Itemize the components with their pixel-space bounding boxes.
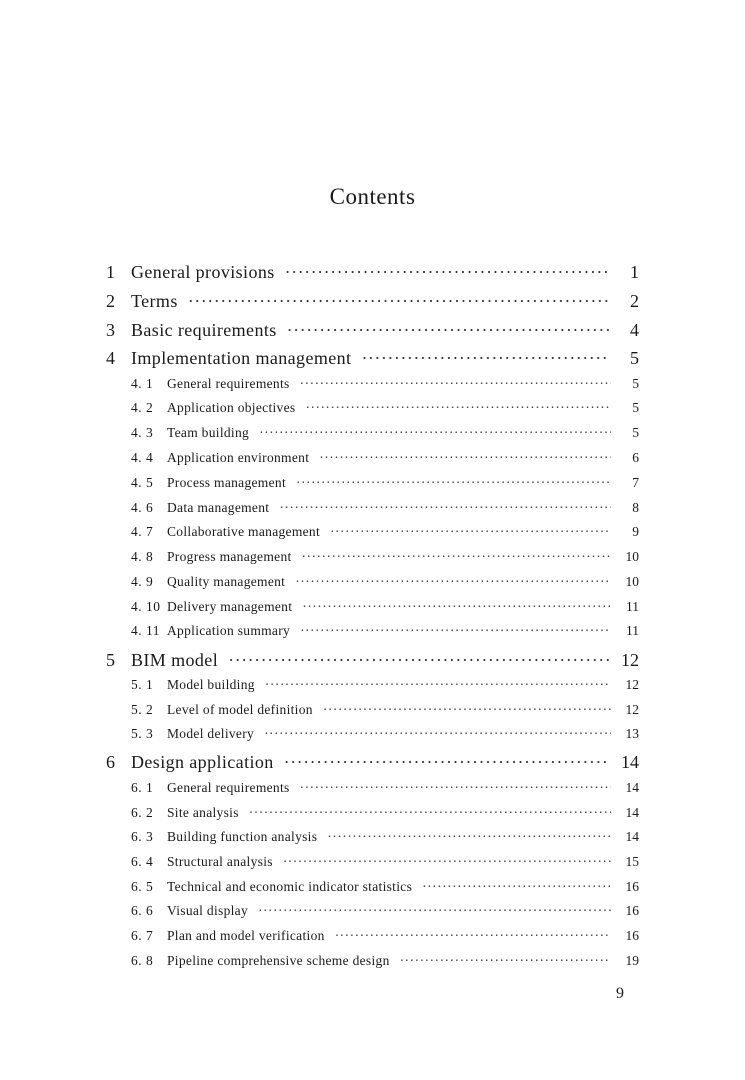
toc-section-entry <box>131 879 639 899</box>
entry-number: 5 <box>106 650 115 670</box>
entry-title: Team building <box>167 425 250 440</box>
entry-page-number: 2 <box>630 291 639 311</box>
entry-page-number: 19 <box>625 953 639 968</box>
entry-title: Level of model definition <box>167 702 313 717</box>
entry-page-number: 10 <box>625 549 639 564</box>
entry-number: 4. 6 <box>131 500 154 515</box>
dot-leader <box>188 291 609 312</box>
entry-number: 6. 7 <box>131 928 154 943</box>
dot-leader <box>319 450 611 466</box>
entry-page-number: 14 <box>625 780 639 795</box>
entry-number: 4. 5 <box>131 475 154 490</box>
entry-title: Process management <box>167 475 286 490</box>
entry-number: 4. 9 <box>131 574 154 589</box>
dot-leader <box>228 650 609 671</box>
entry-title: Application environment <box>167 450 310 465</box>
entry-number: 6. 5 <box>131 879 154 894</box>
entry-title: Model building <box>167 677 255 692</box>
dot-leader <box>422 879 611 895</box>
entry-page-number: 5 <box>632 376 639 391</box>
entry-title: BIM model <box>131 650 219 670</box>
entry-number: 4. 7 <box>131 524 154 539</box>
dot-leader <box>287 320 609 341</box>
entry-page-number: 14 <box>621 752 639 772</box>
entry-number: 4. 1 <box>131 376 154 391</box>
entry-title: Data management <box>167 500 270 515</box>
dot-leader <box>258 903 611 919</box>
entry-title: General requirements <box>167 376 290 391</box>
toc-section-entry <box>131 450 639 470</box>
entry-number: 4. 10 <box>131 599 161 614</box>
entry-page-number: 6 <box>632 450 639 465</box>
entry-number: 5. 1 <box>131 677 154 692</box>
dot-leader <box>265 677 611 693</box>
entry-page-number: 16 <box>625 928 639 943</box>
toc-chapter-entry <box>106 650 639 674</box>
dot-leader <box>300 780 611 796</box>
entry-title: Structural analysis <box>167 854 273 869</box>
toc-section-entry <box>131 953 639 973</box>
entry-number: 4. 11 <box>131 623 160 638</box>
toc-chapter-entry <box>106 262 639 286</box>
toc-section-entry <box>131 549 639 569</box>
dot-leader <box>285 262 609 283</box>
toc-chapter-entry <box>106 320 639 344</box>
dot-leader <box>302 549 611 565</box>
entry-number: 6. 3 <box>131 829 154 844</box>
entry-title: Implementation management <box>131 348 352 368</box>
dot-leader <box>361 348 609 369</box>
entry-number: 4. 2 <box>131 400 154 415</box>
toc-section-entry <box>131 376 639 396</box>
entry-number: 6. 1 <box>131 780 154 795</box>
dot-leader <box>295 574 611 590</box>
entry-title: Application summary <box>167 623 291 638</box>
dot-leader <box>300 376 611 392</box>
dot-leader <box>279 500 611 516</box>
entry-title: Basic requirements <box>131 320 277 340</box>
toc-section-entry <box>131 829 639 849</box>
page-title: Contents <box>329 184 416 209</box>
entry-page-number: 14 <box>625 805 639 820</box>
toc-section-entry <box>131 475 639 495</box>
page-number: 9 <box>616 985 624 1002</box>
entry-page-number: 12 <box>625 702 639 717</box>
entry-title: Technical and economic indicator statistics <box>167 879 413 894</box>
entry-number: 4. 4 <box>131 450 154 465</box>
entry-page-number: 13 <box>625 726 639 741</box>
entry-page-number: 11 <box>626 623 639 638</box>
toc-section-entry <box>131 726 639 746</box>
toc-section-entry <box>131 574 639 594</box>
entry-title: Design application <box>131 752 274 772</box>
entry-title: Site analysis <box>167 805 239 820</box>
entry-title: Collaborative management <box>167 524 321 539</box>
entry-page-number: 4 <box>630 320 639 340</box>
toc-section-entry <box>131 400 639 420</box>
entry-page-number: 11 <box>626 599 639 614</box>
entry-number: 3 <box>106 320 115 340</box>
dot-leader <box>264 726 611 742</box>
toc-section-entry <box>131 524 639 544</box>
entry-page-number: 8 <box>632 500 639 515</box>
entry-number: 6 <box>106 752 115 772</box>
toc-section-entry <box>131 599 639 619</box>
toc-section-entry <box>131 854 639 874</box>
entry-number: 5. 2 <box>131 702 154 717</box>
toc-chapter-entry <box>106 752 639 776</box>
entry-number: 5. 3 <box>131 726 154 741</box>
entry-page-number: 5 <box>632 400 639 415</box>
entry-title: Plan and model verification <box>167 928 325 943</box>
toc-section-entry <box>131 677 639 697</box>
dot-leader <box>259 425 611 441</box>
entry-page-number: 15 <box>625 854 639 869</box>
toc-section-entry <box>131 780 639 800</box>
dot-leader <box>327 829 611 845</box>
toc-section-entry <box>131 928 639 948</box>
toc-section-entry <box>131 425 639 445</box>
dot-leader <box>305 400 611 416</box>
entry-page-number: 5 <box>630 348 639 368</box>
entry-title: Visual display <box>167 903 249 918</box>
entry-page-number: 16 <box>625 879 639 894</box>
entry-number: 4 <box>106 348 115 368</box>
dot-leader <box>300 623 611 639</box>
entry-number: 6. 4 <box>131 854 154 869</box>
dot-leader <box>302 599 611 615</box>
dot-leader <box>284 752 609 773</box>
entry-title: Application objectives <box>167 400 296 415</box>
toc-section-entry <box>131 805 639 825</box>
entry-title: Pipeline comprehensive scheme design <box>167 953 390 968</box>
dot-leader <box>323 702 611 718</box>
dot-leader <box>283 854 611 870</box>
dot-leader <box>330 524 611 540</box>
entry-title: Delivery management <box>167 599 293 614</box>
entry-title: Quality management <box>167 574 286 589</box>
entry-number: 6. 8 <box>131 953 154 968</box>
entry-title: General provisions <box>131 262 275 282</box>
entry-number: 2 <box>106 291 115 311</box>
entry-title: Terms <box>131 291 178 311</box>
entry-page-number: 12 <box>625 677 639 692</box>
entry-title: General requirements <box>167 780 290 795</box>
toc-section-entry <box>131 500 639 520</box>
entry-number: 6. 2 <box>131 805 154 820</box>
toc-section-entry <box>131 903 639 923</box>
entry-page-number: 12 <box>621 650 639 670</box>
entry-number: 1 <box>106 262 115 282</box>
entry-title: Model delivery <box>167 726 255 741</box>
entry-title: Progress management <box>167 549 292 564</box>
entry-page-number: 9 <box>632 524 639 539</box>
toc-section-entry <box>131 702 639 722</box>
entry-page-number: 10 <box>625 574 639 589</box>
entry-page-number: 1 <box>630 262 639 282</box>
entry-title: Building function analysis <box>167 829 318 844</box>
toc-chapter-entry <box>106 348 639 372</box>
dot-leader <box>249 805 611 821</box>
entry-page-number: 5 <box>632 425 639 440</box>
entry-number: 6. 6 <box>131 903 154 918</box>
toc-chapter-entry <box>106 291 639 315</box>
entry-page-number: 7 <box>632 475 639 490</box>
entry-page-number: 16 <box>625 903 639 918</box>
entry-number: 4. 8 <box>131 549 154 564</box>
entry-page-number: 14 <box>625 829 639 844</box>
toc-section-entry <box>131 623 639 643</box>
entry-number: 4. 3 <box>131 425 154 440</box>
dot-leader <box>335 928 611 944</box>
dot-leader <box>296 475 611 491</box>
dot-leader <box>400 953 611 969</box>
